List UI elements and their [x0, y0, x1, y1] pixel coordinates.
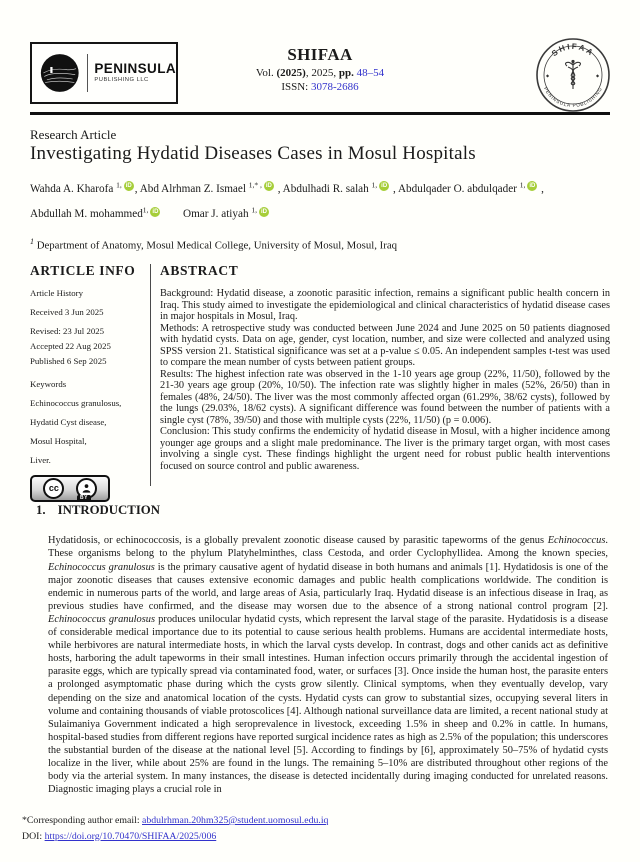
caduceus-icon	[566, 62, 581, 89]
seal-bottom-text: PENINSULA PUBLISHING	[541, 86, 605, 110]
author	[282, 180, 398, 195]
orcid-icon[interactable]: iD	[529, 183, 536, 189]
history-item: Revised: 23 Jul 2025	[30, 326, 105, 336]
publisher-name: PENINSULA	[94, 61, 176, 77]
keyword-item: Hydatid Cyst disease,	[30, 417, 107, 427]
section-title: INTRODUCTION	[57, 503, 160, 517]
author-line-1	[30, 180, 610, 195]
doi-link[interactable]: https://doi.org/10.70470/SHIFAA/2025/006	[44, 830, 217, 842]
corresponding-author-label: *Corresponding author email:	[22, 815, 142, 826]
author-name: Abdulhadi R. salah	[282, 182, 372, 195]
author-sep: ,	[274, 182, 283, 195]
author-sep: ,	[390, 182, 398, 195]
author	[397, 180, 544, 195]
abstract-conclusion: Conclusion: This study confirms the endemicity of hydatid disease in Mosul, with a higher incidence among younger age groups and a slight male predominance. The liver is the primary target organ, with most cases involving a single cyst. These findings highlight the urgent need for robust public health interventions focused on source control and public awareness.	[160, 426, 610, 472]
introduction-paragraph: Hydatidosis, or echinococcosis, is a globally prevalent zoonotic disease caused by parasitic tapeworms of the genus Echinococcus. These organisms belong to the phylum Platyhelminthes, class Cestoda, and order Cyclophyllidea. Among the known species, Echinococcus granulosus is the primary causative agent of hydatid disease in both humans and animals [1]. Hydatidosis is one of the major zoonotic diseases that causes extensive economic damages and public health complications worldwide. The condition is endemic in numerous parts of the world, and large areas of Asia, particularly Iraq. Hydatid disease is an infectious disease in Iraq, as previous studies have confirmed, and the disease may worsen due to the absence of a strong national control program [2]. Echinococcus granulosus produces unilocular hydatid cysts, which represent the larval stage of the parasite. Hydatidosis is a disease of considerable medical importance due to its potential to cause serious health problems. Humans are accidental intermediate hosts, while herbivores are natural intermediate hosts, in which the larval cysts develop. In contrast, dogs and other canids act as definitive hosts, harboring the adult tapeworms in their small intestines. Human infection occurs primarily through the accidental ingestion of parasite eggs, which are typically spread via contaminated food, water, or surfaces [3]. Once inside the human host, the parasite enters a prolonged asymptomatic phase during which the cysts grow silently. Clinical symptoms, when they eventually develop, vary depending on the size and anatomical location of the cysts. Hydatid cysts can grow to substantial sizes, occupying several liters in volume and containing thousands of viable protoscolices [4]. Although national surveillance data are limited, a recent national study at Sulaimaniya Government indicated a high seroprevalence in livestock, exceeding 1.5% in sheep and 0.2% in cattle. In humans, hospital-based studies from different regions have reported surgical incidence rates as high as 2.5% of the population; this underscores the substantial burden of the disease at the national level [5]. According to findings by [6], approximately 50–75% of hydatid cysts localize in the liver, while about 25% are found in the lungs. The remaining 5–10% are distributed throughout other regions of the body via the arterial system. In many instances, the disease is detected incidentally during imaging conducted for unrelated reasons. Diagnostic imaging plays a crucial role in	[48, 535, 608, 796]
history-item: Published 6 Sep 2025	[30, 356, 107, 366]
author-list	[30, 180, 610, 231]
author-line-2	[30, 206, 610, 221]
history-item: Accepted 22 Aug 2025	[30, 341, 111, 351]
author-sep: ,	[538, 182, 544, 195]
author	[30, 205, 161, 221]
orcid-icon[interactable]: iD	[152, 208, 159, 215]
history-item: Received 3 Jun 2025	[30, 307, 104, 317]
page-footer	[22, 813, 328, 844]
svg-text:◆: ◆	[596, 73, 600, 78]
vol-mid: , 2025,	[305, 67, 339, 80]
pp-label: pp.	[338, 67, 354, 80]
author-sup: 1,* ,	[248, 180, 262, 189]
abstract-results: Results: The highest infection rate was observed in the 1-10 years age group (22%, 11/50), followed by the 21-30 years age group (20%, 10/50). The infection rate was slightly higher in males (52%, 26/50) than in females (48%, 24/50). The liver was the most commonly affected organ (61.29%, 38/62 cysts), followed by the lungs (29.03%, 18/62 cysts). A significant difference was found between the number of patients with a single cyst (78%, 39/50) and those with multiple cysts (22%, 11/50) (p = 0.006).	[160, 368, 610, 426]
author-name: Abdullah M. mohammed	[30, 208, 143, 221]
page-title: Investigating Hydatid Diseases Cases in Mosul Hospitals	[30, 143, 476, 164]
pages-link[interactable]: 48–54	[353, 67, 385, 80]
svg-text:◆: ◆	[546, 73, 550, 78]
affiliation-sup: 1	[30, 237, 34, 246]
abstract-methods: Methods: A retrospective study was conducted between June 2024 and June 2025 on 50 patients diagnosed with hydatid cysts. Data on age, gender, cyst location, number, and size were collected and analyzed using SPSS version 21. Statistical significance was set at a p-value ≤ 0.05. An independent samples t-test was used to compare the mean number of cysts between patient groups.	[160, 322, 610, 368]
doi-label: DOI:	[22, 830, 45, 842]
affiliation-text: Department of Anatomy, Mosul Medical College, University of Mosul, Mosul, Iraq	[34, 239, 398, 252]
article-type-label: Research Article	[30, 127, 117, 142]
corresponding-author-email-link[interactable]: abdulrhman.20hm325@student.uomosul.edu.iq	[142, 815, 329, 826]
author	[183, 205, 270, 221]
issn-label: ISSN:	[281, 81, 311, 94]
vol-prefix: Vol.	[255, 67, 277, 80]
author-name: Omar J. atiyah	[183, 208, 252, 221]
journal-title: SHIFAA	[287, 45, 353, 64]
cc-icon: cc	[43, 478, 64, 499]
vol-year: (2025)	[276, 67, 306, 80]
author-name: Abdulqader O. abdulqader	[397, 182, 520, 195]
cc-by-license-badge[interactable]	[30, 475, 110, 502]
author-sup: 1,	[116, 180, 122, 189]
orcid-icon[interactable]: iD	[261, 208, 267, 215]
abstract-panel	[160, 263, 610, 472]
svg-text:SHIFAA	[550, 42, 596, 58]
author-sup: 1,	[251, 205, 257, 215]
article-info-panel	[30, 263, 148, 502]
orcid-icon[interactable]: iD	[381, 183, 388, 189]
issn-link[interactable]: 3078-2686	[310, 81, 359, 94]
article-info-heading: ARTICLE INFO	[30, 263, 136, 278]
svg-text:PENINSULA PUBLISHING	[542, 86, 604, 109]
author-name: Abd Alrhman Z. Ismael	[139, 182, 249, 195]
seal-top-text: SHIFAA	[549, 41, 597, 59]
article-history-label: Article History	[30, 288, 84, 298]
author-sup: 1,	[142, 205, 149, 215]
publisher-type: PUBLISHING LLC	[94, 77, 149, 84]
keyword-item: Echinococcus granulosus,	[30, 398, 122, 408]
author-name: Wahda A. Kharofa	[30, 182, 117, 195]
author	[30, 180, 140, 195]
by-label: BY	[77, 495, 91, 502]
doi-line	[22, 829, 328, 845]
keyword-item: Liver.	[30, 455, 51, 465]
corresponding-author-line	[22, 813, 328, 829]
author-sup: 1,	[519, 180, 526, 189]
abstract-background: Background: Hydatid disease, a zoonotic parasitic infection, remains a significant public health concern in Iraq. This study aimed to investigate the epidemiological and clinical characteristics of hydatid disease cases in major hospitals in Mosul, Iraq.	[160, 288, 610, 322]
author-sup: 1,	[371, 180, 378, 189]
orcid-icon[interactable]: iD	[125, 183, 132, 189]
author-sep: ,	[134, 182, 140, 195]
section-number: 1.	[36, 503, 46, 517]
orcid-icon[interactable]: iD	[265, 183, 272, 189]
header-divider-rule	[30, 112, 610, 115]
affiliation	[30, 237, 397, 252]
keyword-item: Mosul Hospital,	[30, 436, 87, 446]
keywords-label: Keywords	[30, 379, 67, 389]
abstract-heading: ABSTRACT	[160, 263, 239, 278]
section-heading-introduction	[36, 503, 160, 518]
author	[139, 180, 283, 195]
column-divider	[150, 264, 151, 486]
journal-seal	[534, 36, 612, 119]
